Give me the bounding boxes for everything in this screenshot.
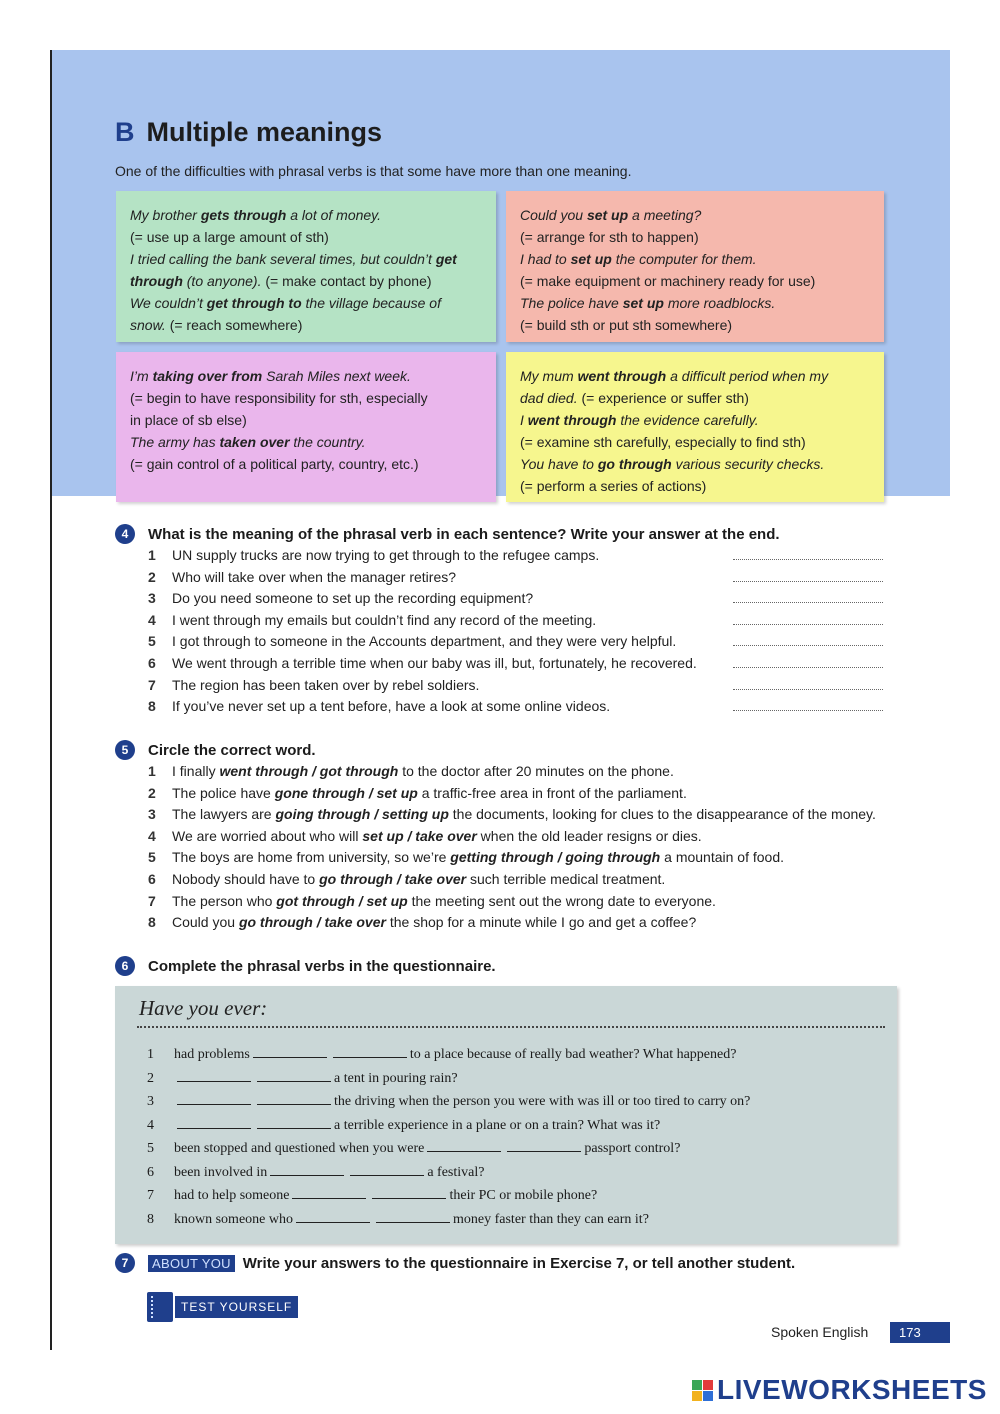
item-number: 3 xyxy=(147,1094,154,1109)
answer-gap[interactable] xyxy=(507,1140,581,1152)
exercise-4-list xyxy=(148,545,888,718)
item-sentence: I went through my emails but couldn’t find any record of the meeting. xyxy=(172,611,597,628)
answer-blank[interactable] xyxy=(733,602,883,603)
item-tail-text: a terrible experience in a plane or on a train? What was it? xyxy=(334,1117,661,1133)
box-line xyxy=(520,365,870,387)
box-line: (= make equipment or machinery ready for use) xyxy=(520,273,816,289)
exercise-4-item xyxy=(148,696,888,718)
questionnaire-item xyxy=(147,1137,887,1161)
item-number: 1 xyxy=(148,763,156,779)
footer-section-label: Spoken English xyxy=(771,1324,869,1340)
questionnaire-divider xyxy=(137,1026,885,1028)
test-yourself-label: TEST YOURSELF xyxy=(175,1296,298,1318)
item-number: 8 xyxy=(148,914,156,931)
brand-logo xyxy=(692,1374,987,1406)
example-sentence: Could you set up a meeting? xyxy=(520,207,702,223)
questionnaire-box xyxy=(115,986,897,1244)
exercise-number-badge: 6 xyxy=(115,956,135,976)
answer-gap[interactable] xyxy=(177,1070,251,1082)
box-line xyxy=(520,453,870,475)
item-number: 2 xyxy=(148,568,156,585)
exercise-5-item: 5 The boys are home from university, so we’re getting through / going through a mountain of food. xyxy=(148,847,888,869)
example-sentence: I went through the evidence carefully. xyxy=(520,412,759,428)
box-line: (= begin to have responsibility for sth, especially xyxy=(130,390,428,406)
exercise-7-instruction: Write your answers to the questionnaire in Exercise 7, or tell another student. xyxy=(242,1254,796,1272)
example-sentence: The police have set up more roadblocks. xyxy=(520,295,776,311)
exercise-number-badge: 5 xyxy=(115,740,135,760)
item-number: 7 xyxy=(148,892,156,909)
about-you-badge: ABOUT YOU xyxy=(148,1255,235,1272)
example-sentence: I’m taking over from Sarah Miles next week. xyxy=(130,368,411,384)
item-sentence: Who will take over when the manager retires? xyxy=(172,568,457,585)
exercise-4-item xyxy=(148,567,888,589)
item-number: 8 xyxy=(148,698,156,715)
exercise-4-instruction: What is the meaning of the phrasal verb in each sentence? Write your answer at the end. xyxy=(148,525,780,543)
item-tail-text: a tent in pouring rain? xyxy=(334,1070,458,1086)
phrasal-verb: went through xyxy=(577,368,667,384)
exercise-4-item xyxy=(148,610,888,632)
definition: (= reach somewhere) xyxy=(165,317,303,333)
item-number: 1 xyxy=(148,547,156,563)
answer-blank[interactable] xyxy=(733,581,883,582)
word-choice[interactable]: go through / take over xyxy=(238,914,386,931)
item-tail-text: a festival? xyxy=(427,1164,485,1180)
box-line: in place of sb else) xyxy=(130,412,247,428)
item-lead-text: been stopped and questioned when you were xyxy=(174,1141,425,1156)
box-line xyxy=(130,365,482,387)
answer-gap[interactable] xyxy=(257,1117,331,1129)
definition: (= make contact by phone) xyxy=(261,273,432,289)
page-number: 173 xyxy=(890,1322,950,1343)
box-get-through xyxy=(116,191,496,342)
item-sentence: I got through to someone in the Accounts department, and they were very helpful. xyxy=(172,633,677,650)
exercise-4-item xyxy=(148,675,888,697)
answer-blank[interactable] xyxy=(733,710,883,711)
item-number: 4 xyxy=(148,827,156,844)
item-number: 8 xyxy=(147,1211,154,1227)
item-lead-text: been involved in xyxy=(174,1164,268,1180)
questionnaire-list xyxy=(147,1043,887,1231)
item-number: 7 xyxy=(147,1188,154,1203)
questionnaire-item xyxy=(147,1043,887,1067)
section-title-text: Multiple meanings xyxy=(146,117,383,147)
answer-gap[interactable] xyxy=(257,1093,331,1105)
exercise-5-item: 7 The person who got through / set up the meeting sent out the wrong date to everyone. xyxy=(148,891,888,913)
example-sentence: I had to set up the computer for them. xyxy=(520,251,757,267)
box-line xyxy=(130,270,482,292)
word-choice[interactable]: gone through / set up xyxy=(274,784,418,801)
box-line xyxy=(130,248,482,270)
exercise-5-item: 6 Nobody should have to go through / take over such terrible medical treatment. xyxy=(148,869,888,891)
answer-gap[interactable] xyxy=(372,1187,446,1199)
questionnaire-item xyxy=(147,1184,887,1208)
phrasal-verb: through xyxy=(130,273,183,289)
exercise-5-item: 4 We are worried about who will set up / take over when the old leader resigns or dies. xyxy=(148,826,888,848)
item-tail-text: money faster than they can earn it? xyxy=(453,1211,649,1227)
questionnaire-item xyxy=(147,1090,887,1114)
item-number: 6 xyxy=(148,654,156,671)
word-choice[interactable]: set up / take over xyxy=(362,827,477,844)
word-choice[interactable]: went through / got through xyxy=(219,763,399,779)
item-sentence: UN supply trucks are now trying to get through to the refugee camps. xyxy=(172,547,600,563)
item-number: 1 xyxy=(147,1047,154,1062)
notebook-icon xyxy=(147,1292,173,1322)
phrasal-verb: get xyxy=(435,251,457,267)
item-tail-text: their PC or mobile phone? xyxy=(449,1188,598,1203)
item-number: 2 xyxy=(147,1070,154,1086)
box-line: (= examine sth carefully, especially to find sth) xyxy=(520,434,806,450)
phrasal-verb: set up xyxy=(586,207,629,223)
box-set-up xyxy=(506,191,884,342)
answer-gap[interactable] xyxy=(376,1211,450,1223)
example-sentence: We couldn’t get through to the village because of xyxy=(130,295,441,311)
box-line xyxy=(130,292,482,314)
answer-gap[interactable] xyxy=(292,1187,366,1199)
answer-gap[interactable] xyxy=(427,1140,501,1152)
answer-blank[interactable] xyxy=(733,667,883,668)
answer-gap[interactable] xyxy=(177,1093,251,1105)
test-yourself-button[interactable] xyxy=(147,1292,298,1322)
box-line xyxy=(130,431,482,453)
answer-gap[interactable] xyxy=(257,1070,331,1082)
item-sentence: We went through a terrible time when our baby was ill, but, fortunately, he recovered. xyxy=(172,654,697,671)
answer-blank[interactable] xyxy=(733,559,883,560)
answer-gap[interactable] xyxy=(177,1117,251,1129)
word-choice[interactable]: getting through / going through xyxy=(450,849,661,866)
section-intro: One of the difficulties with phrasal verbs is that some have more than one meaning. xyxy=(115,163,632,179)
box-line xyxy=(520,409,870,431)
example-sentence: through (to anyone). xyxy=(130,273,262,289)
box-line: (= arrange for sth to happen) xyxy=(520,229,699,245)
liveworksheets-logo-icon xyxy=(692,1380,713,1401)
item-tail-text: to a place because of really bad weather? What happened? xyxy=(409,1047,737,1062)
exercise-4-item xyxy=(148,545,888,567)
word-choice[interactable]: go through / take over xyxy=(319,870,467,887)
item-number: 4 xyxy=(147,1117,154,1133)
example-sentence: I tried calling the bank several times, but couldn’t get xyxy=(130,251,457,267)
item-number: 7 xyxy=(148,676,156,693)
item-number: 4 xyxy=(148,611,156,628)
questionnaire-title: Have you ever: xyxy=(139,996,268,1020)
exercise-5-heading xyxy=(115,740,316,760)
item-number: 5 xyxy=(147,1141,154,1156)
answer-gap[interactable] xyxy=(270,1164,344,1176)
phrasal-verb: taken over xyxy=(219,434,290,450)
phrasal-verb: gets through xyxy=(200,207,287,223)
exercise-6-instruction: Complete the phrasal verbs in the questionnaire. xyxy=(148,957,496,975)
item-number: 3 xyxy=(148,806,156,823)
answer-gap[interactable] xyxy=(253,1046,327,1058)
box-line: (= use up a large amount of sth) xyxy=(130,229,329,245)
questionnaire-item xyxy=(147,1208,887,1232)
box-line xyxy=(130,204,482,226)
item-number: 6 xyxy=(148,870,156,887)
box-take-over xyxy=(116,352,496,502)
answer-gap[interactable] xyxy=(296,1211,370,1223)
item-lead-text: known someone who xyxy=(174,1211,293,1227)
answer-gap[interactable] xyxy=(350,1164,424,1176)
exercise-4-item xyxy=(148,588,888,610)
box-line xyxy=(520,387,870,409)
exercise-4-heading xyxy=(115,524,780,544)
item-sentence: The region has been taken over by rebel soldiers. xyxy=(172,676,480,693)
exercise-5-item: 1 I finally went through / got through to the doctor after 20 minutes on the phone. xyxy=(148,761,888,783)
questionnaire-item xyxy=(147,1161,887,1185)
phrasal-verb: get through to xyxy=(206,295,302,311)
item-tail-text: the driving when the person you were with was ill or too tired to carry on? xyxy=(334,1094,751,1109)
answer-blank[interactable] xyxy=(733,689,883,690)
exercise-5-list xyxy=(148,761,888,934)
exercise-number-badge: 4 xyxy=(115,524,135,544)
exercise-5-item: 3 The lawyers are going through / setting up the documents, looking for clues to the disappearance of the money. xyxy=(148,804,888,826)
exercise-5-item: 2 The police have gone through / set up a traffic-free area in front of the parliament. xyxy=(148,783,888,805)
example-sentence: My mum went through a difficult period when my xyxy=(520,368,829,384)
box-line xyxy=(130,314,482,336)
item-number: 5 xyxy=(148,633,156,650)
word-choice[interactable]: going through / setting up xyxy=(275,806,449,823)
item-number: 6 xyxy=(147,1164,154,1180)
section-letter: B xyxy=(115,117,135,147)
item-sentence: If you’ve never set up a tent before, have a look at some online videos. xyxy=(172,698,611,715)
box-go-through xyxy=(506,352,884,502)
exercise-4-item xyxy=(148,631,888,653)
box-line xyxy=(520,248,870,270)
questionnaire-item xyxy=(147,1067,887,1091)
exercise-5-instruction: Circle the correct word. xyxy=(148,741,316,759)
phrasal-verb: go through xyxy=(597,456,672,472)
example-sentence: dad died. xyxy=(520,390,578,406)
phrasal-verb: went through xyxy=(527,412,617,428)
answer-blank[interactable] xyxy=(733,624,883,625)
example-sentence: snow. xyxy=(130,317,166,333)
box-line xyxy=(520,292,870,314)
phrasal-verb: set up xyxy=(622,295,664,311)
word-choice[interactable]: got through / set up xyxy=(276,892,408,909)
box-line: (= build sth or put sth somewhere) xyxy=(520,317,733,333)
brand-name: LIVEWORKSHEETS xyxy=(717,1374,987,1405)
exercise-4-item xyxy=(148,653,888,675)
example-sentence: You have to go through various security checks. xyxy=(520,456,825,472)
definition: (= experience or suffer sth) xyxy=(577,390,749,406)
item-number: 3 xyxy=(148,590,156,607)
box-line: (= perform a series of actions) xyxy=(520,478,707,494)
phrasal-verb: taking over from xyxy=(152,368,263,384)
exercise-7-heading xyxy=(115,1253,795,1273)
item-number: 5 xyxy=(148,849,156,866)
item-tail-text: passport control? xyxy=(584,1141,681,1156)
section-title xyxy=(115,117,382,148)
exercise-6-heading xyxy=(115,956,496,976)
example-sentence: The army has taken over the country. xyxy=(130,434,366,450)
answer-gap[interactable] xyxy=(333,1046,407,1058)
exercise-number-badge: 7 xyxy=(115,1253,135,1273)
box-line xyxy=(520,204,870,226)
exercise-5-item: 8 Could you go through / take over the shop for a minute while I go and get a coffee? xyxy=(148,912,888,934)
box-line: (= gain control of a political party, country, etc.) xyxy=(130,456,419,472)
phrasal-verb: set up xyxy=(570,251,612,267)
answer-blank[interactable] xyxy=(733,645,883,646)
example-sentence: My brother gets through a lot of money. xyxy=(130,207,382,223)
item-lead-text: had problems xyxy=(174,1047,250,1062)
item-number: 2 xyxy=(148,784,156,801)
item-lead-text: had to help someone xyxy=(174,1188,290,1203)
questionnaire-item xyxy=(147,1114,887,1138)
item-sentence: Do you need someone to set up the recording equipment? xyxy=(172,590,534,607)
